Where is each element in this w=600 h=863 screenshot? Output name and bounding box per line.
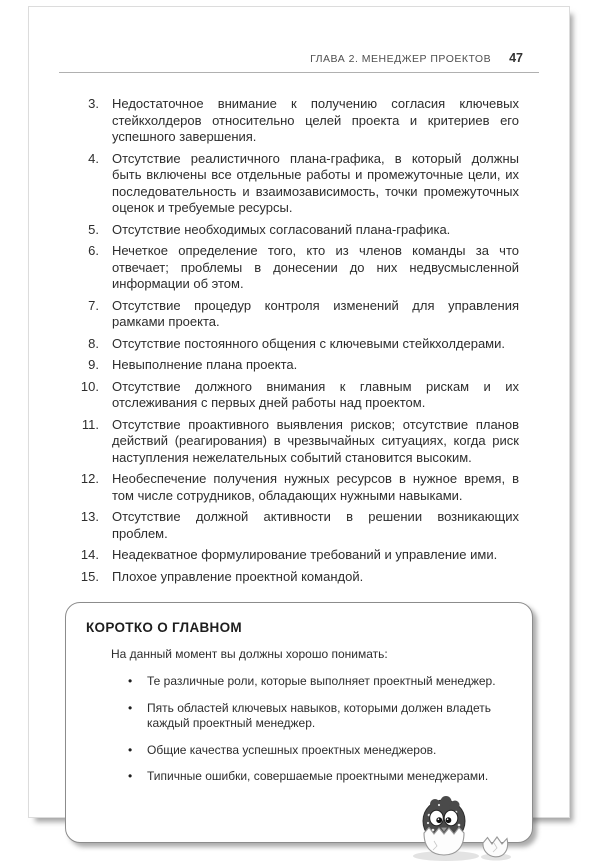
summary-bullet [128,674,512,690]
list-item-text: Неадекватное формулирование требований и управление ими. [112,547,498,562]
bullet-icon: • [128,700,133,715]
list-item [59,222,539,239]
list-item-number: 9. [88,357,99,372]
list-item-text: Отсутствие должной активности в решении возникающих проблем. [112,509,519,541]
list-item [59,379,539,412]
list-item [59,96,539,146]
list-item-text: Отсутствие необходимых согласований плана-графика. [112,221,451,237]
summary-bullet [128,701,512,732]
list-item-number: 10. [80,378,99,394]
list-item-text: Плохое управление проектной командой. [112,568,364,584]
bullet-icon: • [128,742,133,757]
bullet-icon: • [128,674,133,688]
list-item-number: 12. [80,471,99,486]
list-item [59,357,539,374]
summary-bullet-text: Типичные ошибки, совершаемые проектными менеджерами. [147,769,489,783]
list-item-number: 5. [88,221,99,237]
summary-bullet [128,769,512,785]
book-page [28,6,570,818]
list-item-text: Необеспечение получения нужных ресурсов в нужное время, в том числе сотрудников, обладающих нужными навыками. [112,471,519,503]
list-item-number: 8. [88,335,99,351]
list-item [59,298,539,331]
summary-bullet [128,743,512,759]
list-item [59,509,539,542]
list-item [59,471,539,504]
list-item [59,336,539,353]
list-item-number: 4. [88,150,99,166]
list-item-text: Нечеткое определение того, кто из членов команды за что отвечает; проблемы в донесении до них недвусмысленной информации об этом. [112,243,519,291]
list-item-text: Отсутствие процедур контроля изменений для управления рамками проекта. [112,297,519,329]
list-item-number: 3. [88,96,99,111]
header-divider [59,72,539,73]
chick-hatching-illustration [404,791,516,863]
list-item-text: Отсутствие должного внимания к главным рискам и их отслеживания с первых дней работы над проектом. [112,378,519,410]
page-header [59,51,539,65]
list-item [59,417,539,467]
mistakes-list [59,96,539,585]
summary-box [65,602,533,843]
page-number: 47 [509,51,523,65]
list-item [59,151,539,217]
list-item-text: Невыполнение плана проекта. [112,357,298,372]
list-item-number: 7. [88,297,99,313]
list-item-number: 14. [80,547,99,562]
summary-bullet-text: Те различные роли, которые выполняет проектный менеджер. [147,674,496,688]
list-item-number: 15. [80,568,99,584]
list-item-text: Отсутствие проактивного выявления рисков; отсутствие планов действий (реагирования) в чрезвычайных ситуациях, когда риск наступления нежелательных событий становится высоким. [112,416,519,465]
summary-bullet-text: Общие качества успешных проектных менеджеров. [147,742,437,757]
summary-bullet-text: Пять областей ключевых навыков, которыми должен владеть каждый проектный менеджер. [147,700,492,730]
list-item-text: Отсутствие постоянного общения с ключевыми стейкхолдерами. [112,335,505,351]
summary-intro: На данный момент вы должны хорошо понимать: [111,647,388,661]
list-item-text: Недостаточное внимание к получению согласия ключевых стейкхолдеров относительно целей проекта и критериев его успешного завершения. [112,96,519,144]
list-item-text: Отсутствие реалистичного плана-графика, в который должны быть включены все отдельные работы и промежуточные цели, их последовательность и взаимозависимость, точки промежуточных оценок и требуемые ресурсы. [112,150,519,215]
list-item [59,547,539,564]
list-item-number: 13. [80,509,99,524]
list-item [59,243,539,293]
chapter-running-title: ГЛАВА 2. МЕНЕДЖЕР ПРОЕКТОВ [310,53,492,65]
list-item-number: 6. [88,243,99,258]
bullet-icon: • [128,769,133,783]
list-item [59,569,539,586]
summary-title: КОРОТКО О ГЛАВНОМ [86,620,242,635]
list-item-number: 11. [81,416,99,432]
